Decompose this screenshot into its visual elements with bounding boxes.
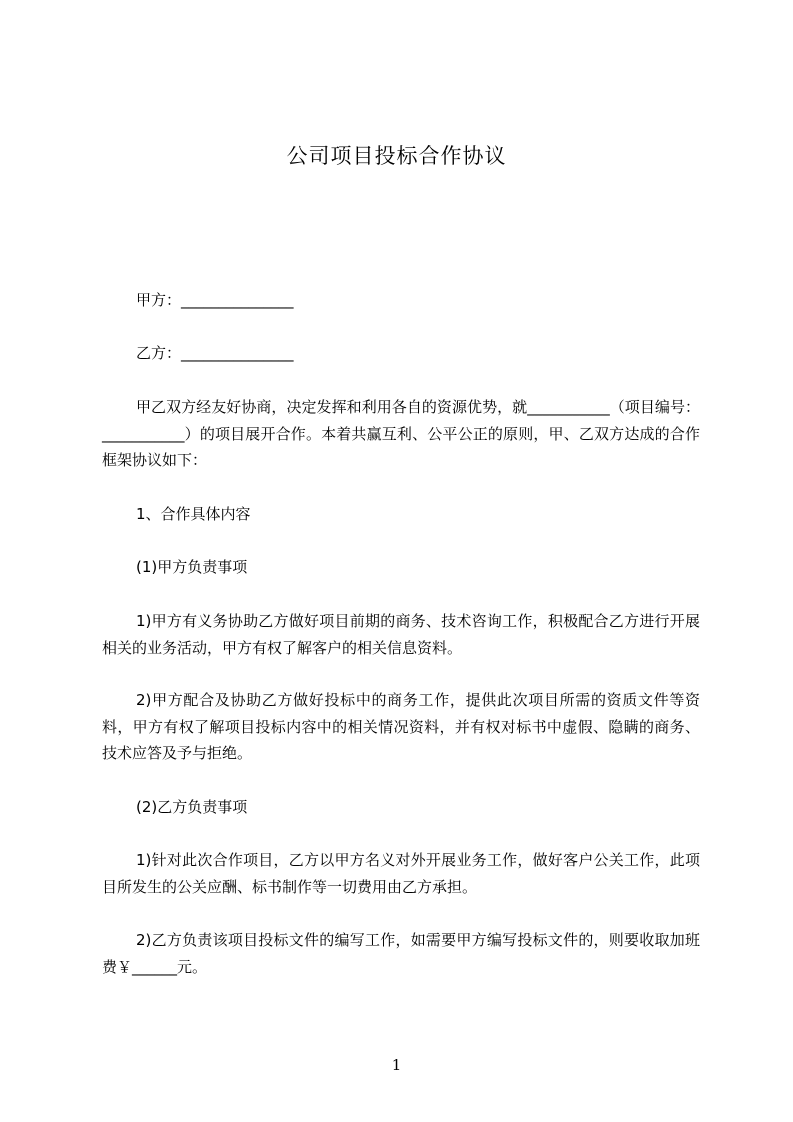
party-a-duty-2: 2)甲方配合及协助乙方做好投标中的商务工作，提供此次项目所需的资质文件等资料，甲方有权了解项目投标内容中的相关情况资料，并有权对标书中虚假、隐瞒的商务、技术应答及予与拒绝。: [102, 691, 700, 762]
party-b-line: 乙方：_______________: [136, 344, 294, 362]
section-1-heading: 1、合作具体内容: [136, 505, 251, 523]
party-b-duty-2: 2)乙方负责该项目投标文件的编写工作，如需要甲方编写投标文件的，则要收取加班费￥______元。: [102, 931, 700, 976]
page-number: 1: [391, 1056, 402, 1074]
party-a-duties-heading: (1)甲方负责事项: [136, 558, 248, 576]
document-title: 公司项目投标合作协议: [286, 144, 507, 168]
party-b-duty-1: 1)针对此次合作项目，乙方以甲方名义对外开展业务工作，做好客户公关工作，此项目所发生的公关应酬、标书制作等一切费用由乙方承担。: [102, 851, 700, 896]
party-b-duties-heading: (2)乙方负责事项: [136, 798, 248, 816]
party-a-duty-1: 1)甲方有义务协助乙方做好项目前期的商务、技术咨询工作，积极配合乙方进行开展相关的业务活动，甲方有权了解客户的相关信息资料。: [102, 612, 700, 657]
party-a-line: 甲方：_______________: [136, 291, 294, 309]
intro-paragraph: 甲乙双方经友好协商，决定发挥和利用各自的资源优势，就___________（项目编号：___________）的项目展开合作。本着共赢互利、公平公正的原则，甲、乙双方达成的合作框架协议如下：: [102, 398, 700, 469]
